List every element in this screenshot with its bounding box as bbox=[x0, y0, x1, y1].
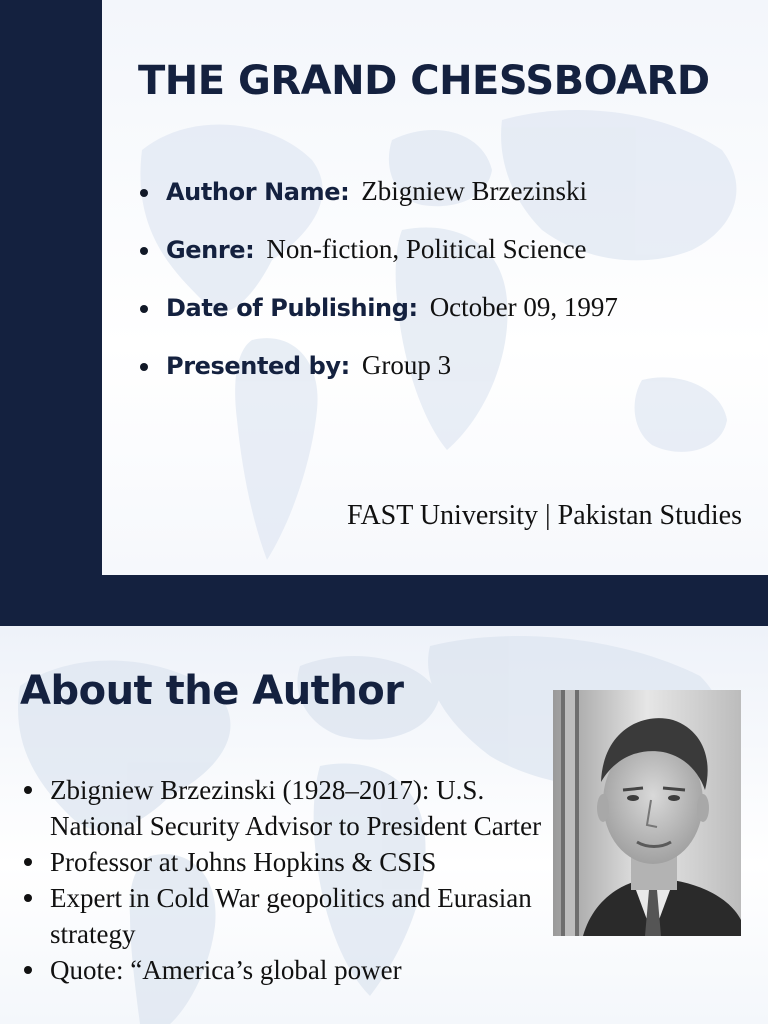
detail-label: Author Name: bbox=[166, 178, 350, 206]
detail-label: Genre: bbox=[166, 236, 255, 264]
detail-value: October 09, 1997 bbox=[429, 292, 618, 322]
footer-text: FAST University | Pakistan Studies bbox=[346, 500, 742, 531]
detail-value: Group 3 bbox=[361, 350, 452, 380]
bio-point: Quote: “America’s global power bbox=[50, 952, 550, 988]
portrait-illustration bbox=[553, 690, 741, 936]
detail-author bbox=[166, 176, 618, 234]
title-panel bbox=[102, 0, 768, 575]
about-slide bbox=[0, 626, 768, 1024]
bio-point: Zbigniew Brzezinski (1928–2017): U.S. National Security Advisor to President Carter bbox=[50, 772, 550, 844]
detail-date bbox=[166, 292, 618, 350]
detail-value: Non-fiction, Political Science bbox=[266, 234, 587, 264]
detail-label: Presented by: bbox=[166, 352, 350, 380]
bio-point: Expert in Cold War geopolitics and Eurasian strategy bbox=[50, 880, 550, 952]
detail-value: Zbigniew Brzezinski bbox=[361, 176, 587, 206]
detail-label: Date of Publishing: bbox=[166, 294, 418, 322]
author-portrait bbox=[553, 690, 741, 936]
detail-genre bbox=[166, 234, 618, 292]
section-heading: About the Author bbox=[20, 668, 404, 714]
detail-presenter bbox=[166, 350, 618, 408]
bio-point: Professor at Johns Hopkins & CSIS bbox=[50, 844, 550, 880]
book-details-list bbox=[166, 176, 618, 408]
presentation-title: THE GRAND CHESSBOARD bbox=[138, 58, 710, 104]
author-bio-list bbox=[50, 772, 550, 988]
